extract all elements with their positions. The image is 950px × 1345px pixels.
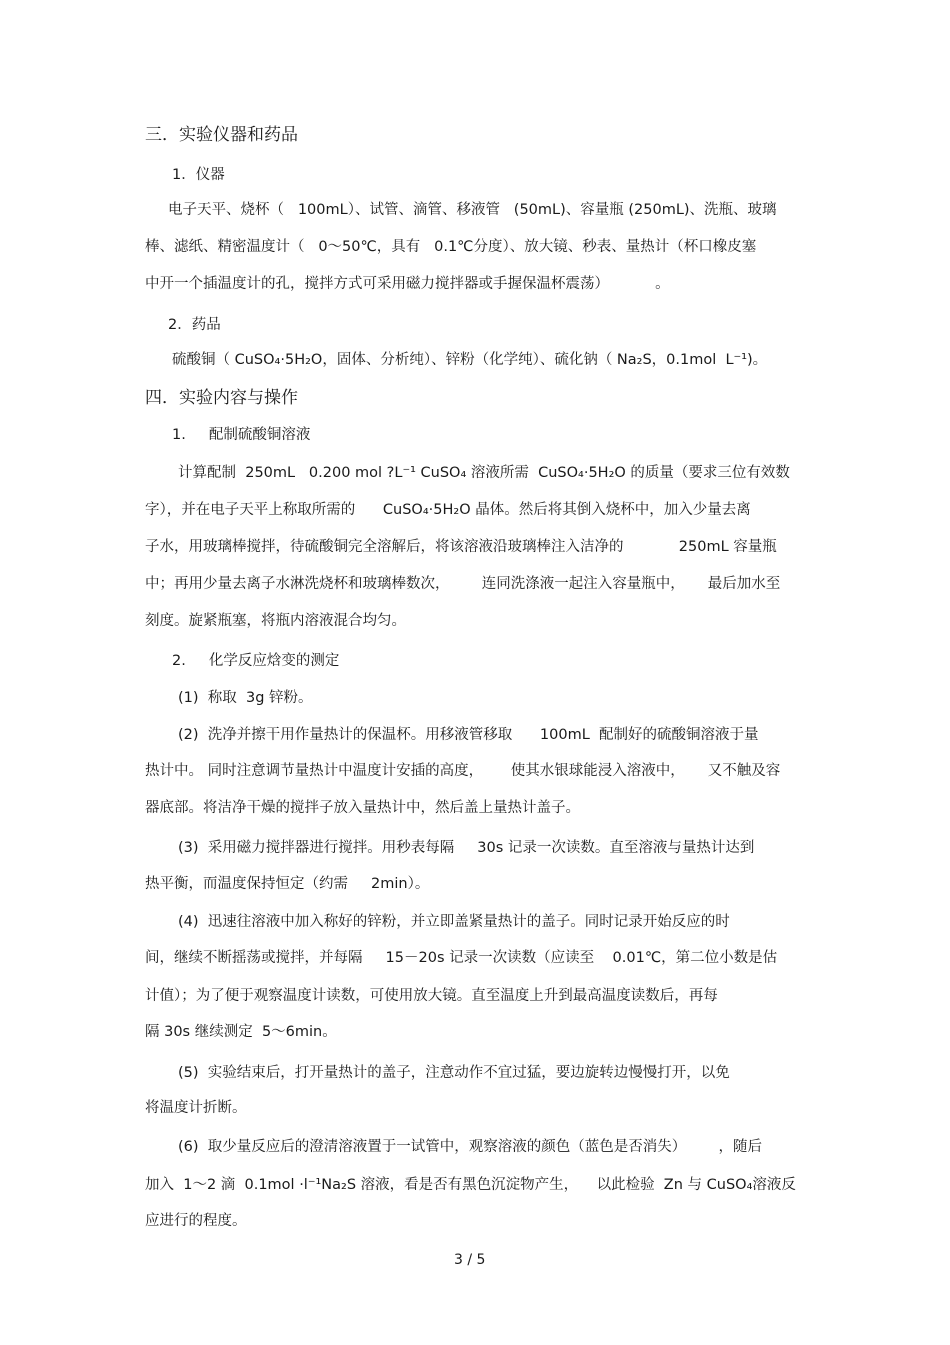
instruments-line-2: 棒、滤纸、精密温度计（ 0～50℃，具有 0.1℃分度）、放大镜、秒表、量热计（杯口橡皮塞 bbox=[145, 239, 757, 255]
step-2-line-1: (2) 洗净并擦干用作量热计的保温杯。用移液管移取 100mL 配制好的硫酸铜溶液于量 bbox=[178, 727, 759, 743]
page-number: 3 / 5 bbox=[454, 1252, 486, 1268]
step-4-line-4: 隔 30s 继续测定 5～6min。 bbox=[145, 1024, 337, 1040]
step-5-line-2: 将温度计折断。 bbox=[145, 1100, 247, 1116]
instruments-line-3: 中开一个插温度计的孔，搅拌方式可采用磁力搅拌器或手握保温杯震荡） 。 bbox=[145, 276, 670, 292]
step-4-line-1: (4) 迅速往溶液中加入称好的锌粉，并立即盖紧量热计的盖子。同时记录开始反应的时 bbox=[178, 914, 730, 930]
item-1-line-3: 子水，用玻璃棒搅拌，待硫酸铜完全溶解后，将该溶液沿玻璃棒注入洁净的 250mL 容量瓶 bbox=[145, 539, 777, 555]
step-2-line-3: 器底部。将洁净干燥的搅拌子放入量热计中，然后盖上量热计盖子。 bbox=[145, 800, 580, 816]
section-4-heading: 四．实验内容与操作 bbox=[145, 388, 298, 408]
instruments-line-1: 电子天平、烧杯（ 100mL）、试管、滴管、移液管 (50mL)、容量瓶 (250mL)、洗瓶、玻璃 bbox=[168, 202, 777, 218]
section-3-heading: 三．实验仪器和药品 bbox=[145, 125, 298, 145]
step-6-line-1: (6) 取少量反应后的澄清溶液置于一试管中，观察溶液的颜色（蓝色是否消失） ，随后 bbox=[178, 1139, 763, 1155]
step-6-line-2: 加入 1～2 滴 0.1mol ·l⁻¹Na₂S 溶液，看是否有黑色沉淀物产生， 以此检验 Zn 与 CuSO₄溶液反 bbox=[145, 1177, 796, 1193]
item-1-line-1: 计算配制 250mL 0.200 mol ?L⁻¹ CuSO₄ 溶液所需 CuSO₄·5H₂O 的质量（要求三位有效数 bbox=[178, 465, 790, 481]
step-3-line-1: (3) 采用磁力搅拌器进行搅拌。用秒表每隔 30s 记录一次读数。直至溶液与量热计达到 bbox=[178, 840, 755, 856]
subheading-instruments: 1．仪器 bbox=[172, 167, 225, 183]
step-3-line-2: 热平衡，而温度保持恒定（约需 2min）。 bbox=[145, 876, 430, 892]
item-1-line-2: 字），并在电子天平上称取所需的 CuSO₄·5H₂O 晶体。然后将其倒入烧杯中，加入少量去离 bbox=[145, 502, 751, 518]
step-4-line-2: 间，继续不断摇荡或搅拌，并每隔 15－20s 记录一次读数（应读至 0.01℃，第二位小数是估 bbox=[145, 950, 778, 966]
step-4-line-3: 计值）；为了便于观察温度计读数，可使用放大镜。直至温度上升到最高温度读数后，再每 bbox=[145, 988, 718, 1004]
item-1-line-5: 刻度。旋紧瓶塞，将瓶内溶液混合均匀。 bbox=[145, 613, 406, 629]
item-1-line-4: 中；再用少量去离子水淋洗烧杯和玻璃棒数次， 连同洗涤液一起注入容量瓶中， 最后加水至 bbox=[145, 576, 781, 592]
step-6-line-3: 应进行的程度。 bbox=[145, 1213, 247, 1229]
item-1-heading: 1. 配制硫酸铜溶液 bbox=[172, 427, 311, 443]
item-2-heading: 2. 化学反应焓变的测定 bbox=[172, 653, 340, 669]
subheading-reagents: 2．药品 bbox=[168, 317, 221, 333]
step-5-line-1: (5) 实验结束后，打开量热计的盖子，注意动作不宜过猛，要边旋转边慢慢打开，以免 bbox=[178, 1065, 730, 1081]
step-1: (1) 称取 3g 锌粉。 bbox=[178, 690, 313, 706]
reagents-line: 硫酸铜（ CuSO₄·5H₂O，固体、分析纯）、锌粉（化学纯）、硫化钠（ Na₂S，0.1mol L⁻¹)。 bbox=[172, 352, 768, 368]
step-2-line-2: 热计中。 同时注意调节量热计中温度计安插的高度， 使其水银球能浸入溶液中， 又不触及容 bbox=[145, 763, 781, 779]
